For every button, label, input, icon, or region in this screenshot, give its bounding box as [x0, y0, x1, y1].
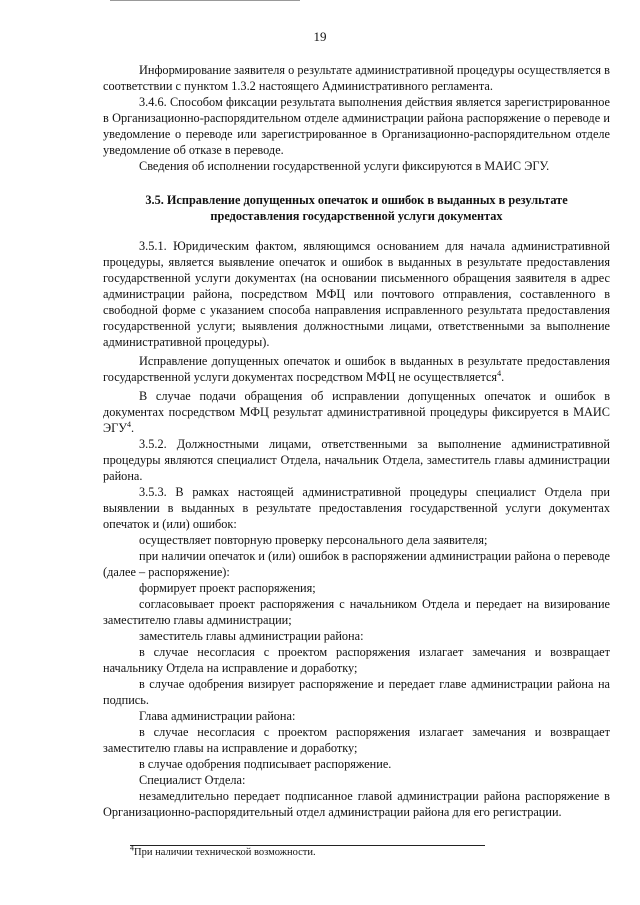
list-item: при наличии опечаток и (или) ошибок в распоряжении администрации района о переводе (далее – распоряжение): — [103, 549, 610, 579]
footnote — [130, 843, 316, 858]
paragraph-submit-mfc: В случае подачи обращения об исправлении допущенных опечаток и ошибок в документах посредством МФЦ результат административной процедуры фиксируется в МАИС ЭГУ$^4$. — [103, 389, 610, 435]
document-body — [103, 62, 610, 820]
paragraph-3-4-6: 3.4.6. Способом фиксации результата выполнения действия является зарегистрированное в Организационно-распорядительном отделе администрации района распоряжение о переводе и уведомление о переводе или зарегистрированное в Организационно-распорядительном отделе уведомление об отказе в переводе. — [103, 95, 610, 157]
list-item: Глава администрации района: — [139, 709, 296, 723]
paragraph-3-5-3: 3.5.3. В рамках настоящей административной процедуры специалист Отдела при выявлении в выданных в результате предоставления государственной услуги документах опечаток и (или) ошибок: — [103, 485, 610, 531]
section-heading-3-5: 3.5. Исправление допущенных опечаток и ошибок в выданных в результате предоставления государственной услуги документах — [145, 193, 568, 223]
page-number: 19 — [313, 29, 327, 44]
list-item: в случае одобрения визирует распоряжение и передает главе администрации района на подпись. — [103, 677, 610, 707]
footnote-mark: 4 — [130, 843, 134, 853]
footnote-separator — [130, 845, 485, 846]
list-item: в случае несогласия с проектом распоряжения излагает замечания и возвращает начальнику Отдела на исправление и доработку; — [103, 645, 610, 675]
top-edge-rule — [110, 0, 300, 1]
paragraph-correction-mfc-text: Исправление допущенных опечаток и ошибок в выданных в результате предоставления государственной услуги документах посредством МФЦ не осуществляется — [103, 354, 610, 384]
paragraph-mais: Сведения об исполнении государственной услуги фиксируются в МАИС ЭГУ. — [139, 159, 550, 173]
list-item: незамедлительно передает подписанное главой администрации района распоряжение в Организационно-распорядительный отдел администрации района для его регистрации. — [103, 789, 610, 819]
list-item: формирует проект распоряжения; — [139, 581, 316, 595]
footnote-text: При наличии технической возможности. — [134, 847, 316, 858]
list-item: в случае одобрения подписывает распоряжение. — [139, 757, 392, 771]
paragraph-submit-mfc-text: В случае подачи обращения об исправлении допущенных опечаток и ошибок в документах посредством МФЦ результат административной процедуры фиксируется в МАИС ЭГУ — [103, 389, 610, 435]
list-item: Специалист Отдела: — [139, 773, 246, 787]
list-item: согласовывает проект распоряжения с начальником Отдела и передает на визирование заместителю главы администрации; — [103, 597, 610, 627]
list-item: в случае несогласия с проектом распоряжения излагает замечания и возвращает заместителю главы на исправление и доработку; — [103, 725, 610, 755]
footnote-ref: 4 — [126, 419, 131, 429]
paragraph-3-5-1: 3.5.1. Юридическим фактом, являющимся основанием для начала административной процедуры, является выявление опечаток и ошибок в выданных в результате предоставления государственной услуги документах (на основании письменного обращения заявителя в адрес администрации района, посредством МФЦ или почтового отправления, составленного в свободной форме с указанием способа направления исправленного результата предоставления государственной услуги; выявления должностными лицами, ответственными за выполнение административной процедуры). — [103, 239, 610, 349]
list-item: заместитель главы администрации района: — [139, 629, 364, 643]
paragraph-inform: Информирование заявителя о результате административной процедуры осуществляется в соответствии с пунктом 1.3.2 настоящего Административного регламента. — [103, 63, 610, 93]
footnote-ref: 4 — [497, 368, 502, 378]
paragraph-3-5-2: 3.5.2. Должностными лицами, ответственными за выполнение административной процедуры являются специалист Отдела, начальник Отдела, заместитель главы администрации района. — [103, 437, 610, 483]
paragraph-correction-mfc: Исправление допущенных опечаток и ошибок в выданных в результате предоставления государственной услуги документах посредством МФЦ не осуществляется$^4$. — [103, 354, 610, 384]
list-item: осуществляет повторную проверку персонального дела заявителя; — [139, 533, 488, 547]
